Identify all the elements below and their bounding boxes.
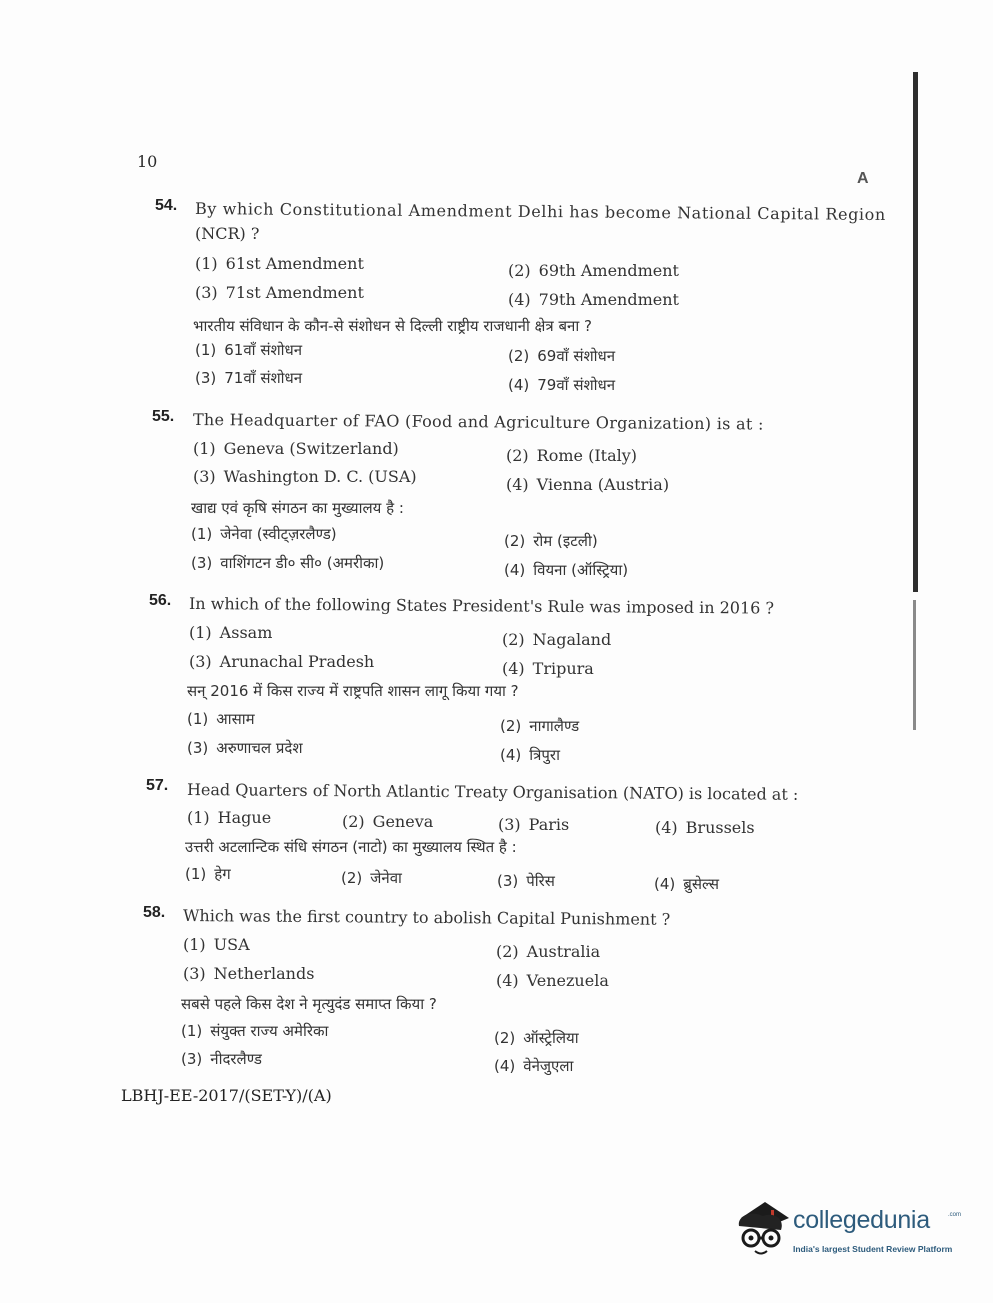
question-number: 57. [146,777,169,794]
option-4: (4) Vienna (Austria) [506,475,670,494]
scan-edge-mark-lower [913,600,916,730]
option-3: (3) 71st Amendment [195,283,364,302]
option-3-hi: (3) अरुणाचल प्रदेश [187,739,303,757]
option-1: (1) 61st Amendment [195,254,364,273]
option-2-hi: (2) ऑस्ट्रेलिया [494,1029,579,1047]
page-number: 10 [137,152,158,171]
collegedunia-logo[interactable] [735,1196,960,1266]
option-3: (3) Washington D. C. (USA) [193,467,417,486]
option-1: (1) Assam [189,623,273,642]
logo-domain: .com [948,1212,962,1218]
option-2: (2) Geneva [342,812,434,831]
option-1: (1) USA [183,935,250,954]
question-text-hi: सबसे पहले किस देश ने मृत्युदंड समाप्त किया ? [181,995,437,1013]
option-3: (3) Paris [498,815,570,834]
option-3-hi: (3) नीदरलैण्ड [181,1050,262,1068]
option-1: (1) Hague [187,808,272,827]
question-text-en: In which of the following States President's Rule was imposed in 2016 ? [188,594,775,618]
option-1-hi: (1) जेनेवा (स्वीट्ज़रलैण्ड) [191,525,337,543]
option-4: (4) Venezuela [496,971,609,990]
question-text-hi: खाद्य एवं कृषि संगठन का मुख्यालय है : [191,499,404,517]
option-2: (2) Australia [496,942,601,961]
paper-code-footer: LBHJ-EE-2017/(SET-Y)/(A) [121,1086,332,1105]
logo-tagline: India's largest Student Review Platform [793,1244,953,1254]
question-text-hi: भारतीय संविधान के कौन-से संशोधन से दिल्ली राष्ट्रीय राजधानी क्षेत्र बना ? [193,317,592,335]
question-text-en-cont: (NCR) ? [195,224,260,243]
option-2: (2) Rome (Italy) [506,446,638,465]
option-2: (2) 69th Amendment [508,261,679,280]
option-3-hi: (3) 71वाँ संशोधन [195,369,303,387]
option-2-hi: (2) रोम (इटली) [504,532,598,550]
question-text-en: The Headquarter of FAO (Food and Agriculture Organization) is at : [192,410,764,434]
option-4: (4) Brussels [655,818,755,837]
question-number: 55. [152,408,175,425]
option-4-hi: (4) त्रिपुरा [500,746,560,764]
option-1-hi: (1) 61वाँ संशोधन [195,341,303,359]
option-1-hi: (1) संयुक्त राज्य अमेरिका [181,1022,329,1040]
option-3: (3) Arunachal Pradesh [189,652,375,671]
mascot-icon [735,1196,793,1260]
option-4-hi: (4) वेनेजुएला [494,1057,574,1075]
option-1-hi: (1) आसाम [187,710,255,728]
question-text-en: By which Constitutional Amendment Delhi has become National Capital Region [194,199,886,225]
set-letter: A [857,170,869,187]
option-3-hi: (3) पेरिस [497,872,555,890]
scan-edge-mark [913,72,918,592]
question-text-en: Head Quarters of North Atlantic Treaty Organisation (NATO) is located at : [186,780,799,804]
question-number: 54. [155,197,178,214]
option-4-hi: (4) वियना (ऑस्ट्रिया) [504,561,629,579]
option-4-hi: (4) 79वाँ संशोधन [508,376,616,394]
option-1: (1) Geneva (Switzerland) [193,439,399,458]
question-text-hi: सन् 2016 में किस राज्य में राष्ट्रपति शासन लागू किया गया ? [187,682,519,700]
question-number: 58. [143,904,166,921]
question-text-hi: उत्तरी अटलान्टिक संधि संगठन (नाटो) का मुख्यालय स्थित है : [185,838,517,856]
option-4: (4) Tripura [502,659,594,678]
question-text-en: Which was the first country to abolish Capital Punishment ? [182,906,671,929]
option-2-hi: (2) जेनेवा [341,869,402,887]
option-2-hi: (2) 69वाँ संशोधन [508,347,616,365]
option-2-hi: (2) नागालैण्ड [500,717,580,735]
option-2: (2) Nagaland [502,630,612,649]
logo-wordmark: collegedunia [793,1206,930,1234]
option-3: (3) Netherlands [183,964,315,983]
option-4: (4) 79th Amendment [508,290,679,309]
option-3-hi: (3) वाशिंगटन डी० सी० (अमरीका) [191,554,385,572]
question-number: 56. [149,592,172,609]
option-1-hi: (1) हेग [185,865,231,883]
option-4-hi: (4) ब्रुसेल्स [654,875,720,893]
